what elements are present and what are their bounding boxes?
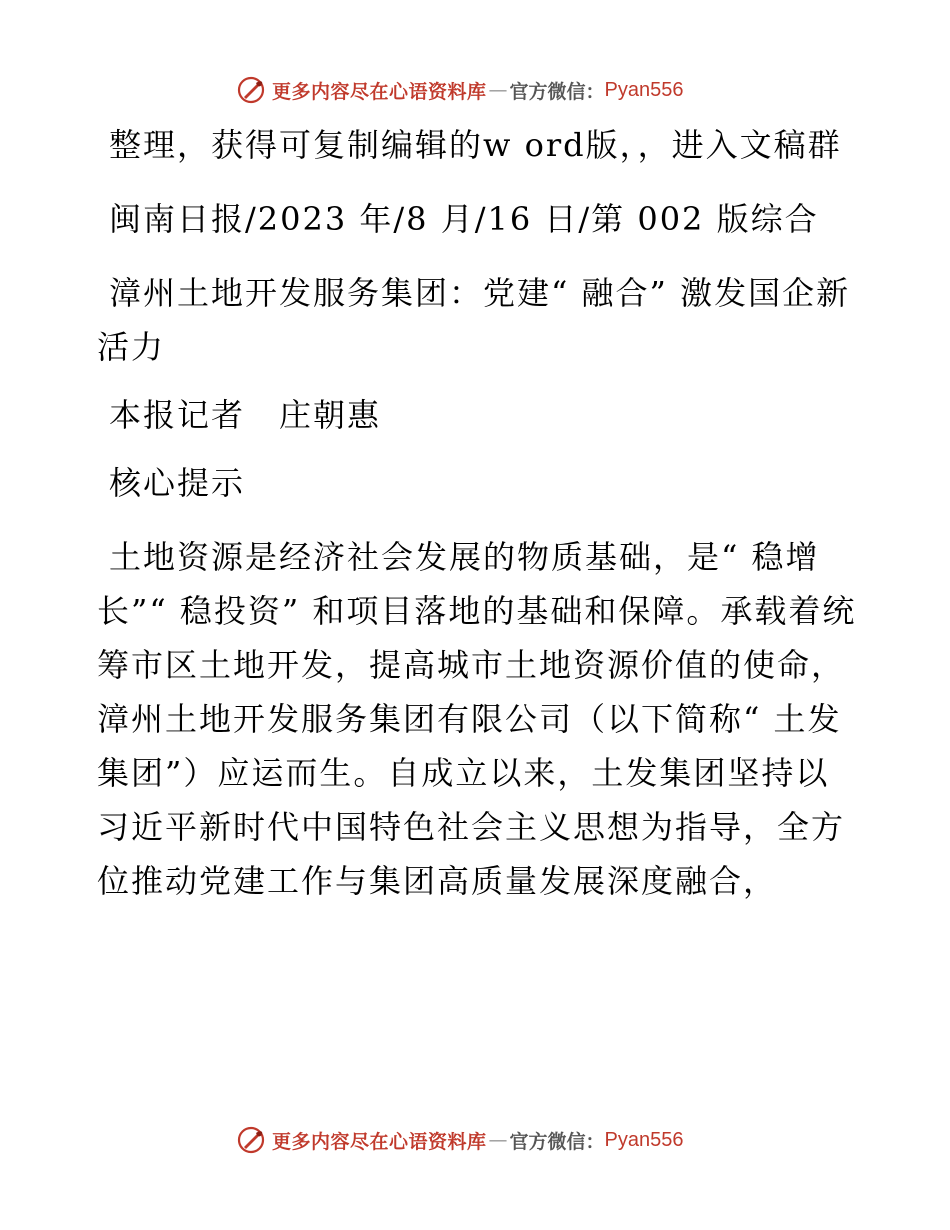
article-headline: 漳州土地开发服务集团：党建“ 融合” 激发国企新活力 bbox=[97, 274, 851, 366]
watermark-separator: — bbox=[488, 79, 508, 101]
watermark-label: 官方微信： bbox=[509, 80, 605, 103]
quill-seal-icon bbox=[236, 75, 266, 105]
watermark-site-text: 更多内容尽在心语资料库 bbox=[272, 80, 487, 103]
body-paragraph: 土地资源是经济社会发展的物质基础，是“ 稳增长”“ 稳投资” 和项目落地的基础和保障。承载着统筹市区土地开发，提高城市土地资源价值的使命，漳州土地开发服务集团有限公司（以下简称“ 土发集团”）应运而生。自成立以来，土发集团坚持以习近平新时代中国特色社会主义思想为指导，全方位推动党建工作与集团高质量发展深度融合， bbox=[97, 538, 857, 900]
byline: 本报记者 庄朝惠 bbox=[109, 396, 382, 434]
quill-seal-icon bbox=[236, 1125, 266, 1155]
source-line: 闽南日报/2023 年/8 月/16 日/第 002 版综合 bbox=[109, 200, 819, 238]
footer-watermark bbox=[236, 1123, 684, 1157]
watermark-label: 官方微信： bbox=[509, 1130, 605, 1153]
watermark-site-text: 更多内容尽在心语资料库 bbox=[272, 1130, 487, 1153]
summary-heading: 核心提示 bbox=[109, 464, 246, 502]
watermark-separator: — bbox=[488, 1129, 508, 1151]
header-watermark bbox=[236, 73, 684, 107]
watermark-wechat-id: Pyan556 bbox=[604, 78, 684, 101]
watermark-wechat-id: Pyan556 bbox=[604, 1128, 684, 1151]
intro-line: 整理，获得可复制编辑的w ord版，，进入文稿群 bbox=[109, 126, 842, 164]
article-body bbox=[97, 118, 857, 908]
